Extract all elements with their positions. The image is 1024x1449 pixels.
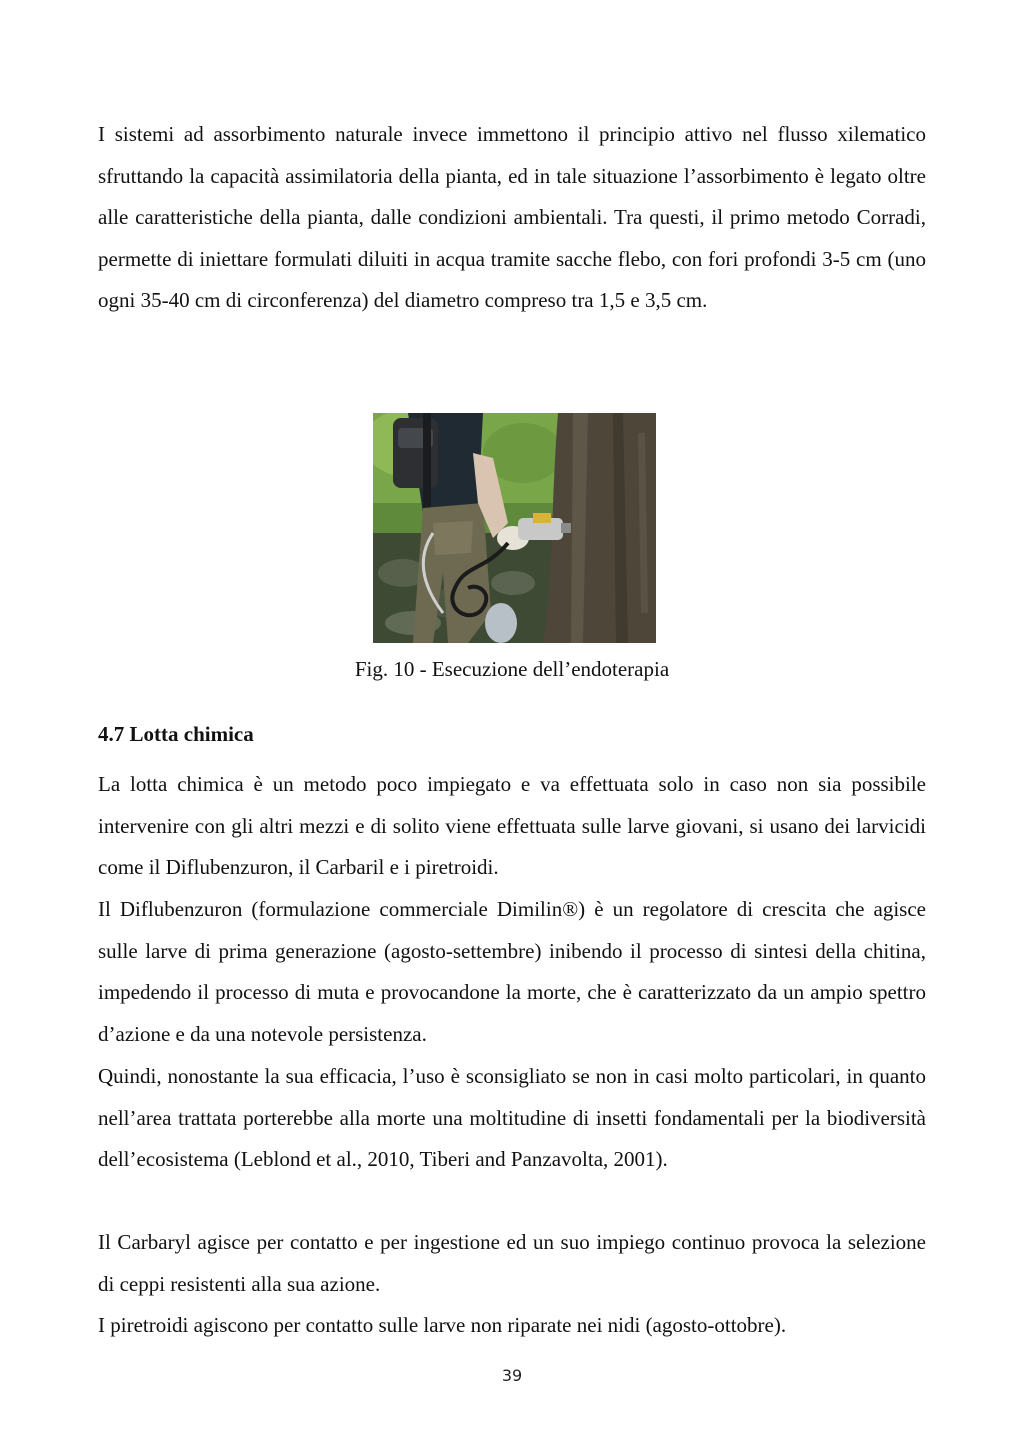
- section-heading: 4.7 Lotta chimica: [98, 722, 254, 746]
- endotherapy-photo: [373, 413, 656, 643]
- figure-caption: Fig. 10 - Esecuzione dell’endoterapia: [354, 657, 670, 681]
- paragraph-consequences: Quindi, nonostante la sua efficacia, l’uso è sconsigliato se non in casi molto particolari, in quanto nell’area trattata porterebbe alla morte una moltitudine di insetti fondamentali per la biodiversità dell’ecosistema (Leblond et al., 2010, Tiberi and Panzavolta, 2001).: [98, 1064, 926, 1172]
- paragraph-diflubenzuron: Il Diflubenzuron (formulazione commerciale Dimilin®) è un regolatore di crescita che agisce sulle larve di prima generazione (agosto-settembre) inibendo il processo di sintesi della chitina, impedendo il processo di muta e provocandone la morte, che è caratterizzato da un ampio spettro d’azione e da una notevole persistenza.: [98, 897, 926, 1046]
- paragraph-natural-absorption: I sistemi ad assorbimento naturale invece immettono il principio attivo nel flusso xilematico sfruttando la capacità assimilatoria della pianta, ed in tale situazione l’assorbimento è legato oltre alle caratteristiche della pianta, dalle condizioni ambientali. Tra questi, il primo metodo Corradi, permette di iniettare formulati diluiti in acqua tramite sacche flebo, con fori profondi 3-5 cm (uno ogni 35-40 cm di circonferenza) del diametro compreso tra 1,5 e 3,5 cm.: [98, 122, 926, 313]
- paragraph-chemical-control-intro: La lotta chimica è un metodo poco impiegato e va effettuata solo in caso non sia possibile intervenire con gli altri mezzi e di solito viene effettuata sulle larve giovani, si usano dei larvicidi come il Diflubenzuron, il Carbaril e i piretroidi.: [98, 772, 926, 880]
- page-number: 39: [501, 1366, 523, 1385]
- paragraph-pyrethroids: I piretroidi agiscono per contatto sulle larve non riparate nei nidi (agosto-ottobre).: [98, 1313, 787, 1337]
- paragraph-carbaryl: Il Carbaryl agisce per contatto e per ingestione ed un suo impiego continuo provoca la selezione di ceppi resistenti alla sua azione.: [98, 1230, 926, 1296]
